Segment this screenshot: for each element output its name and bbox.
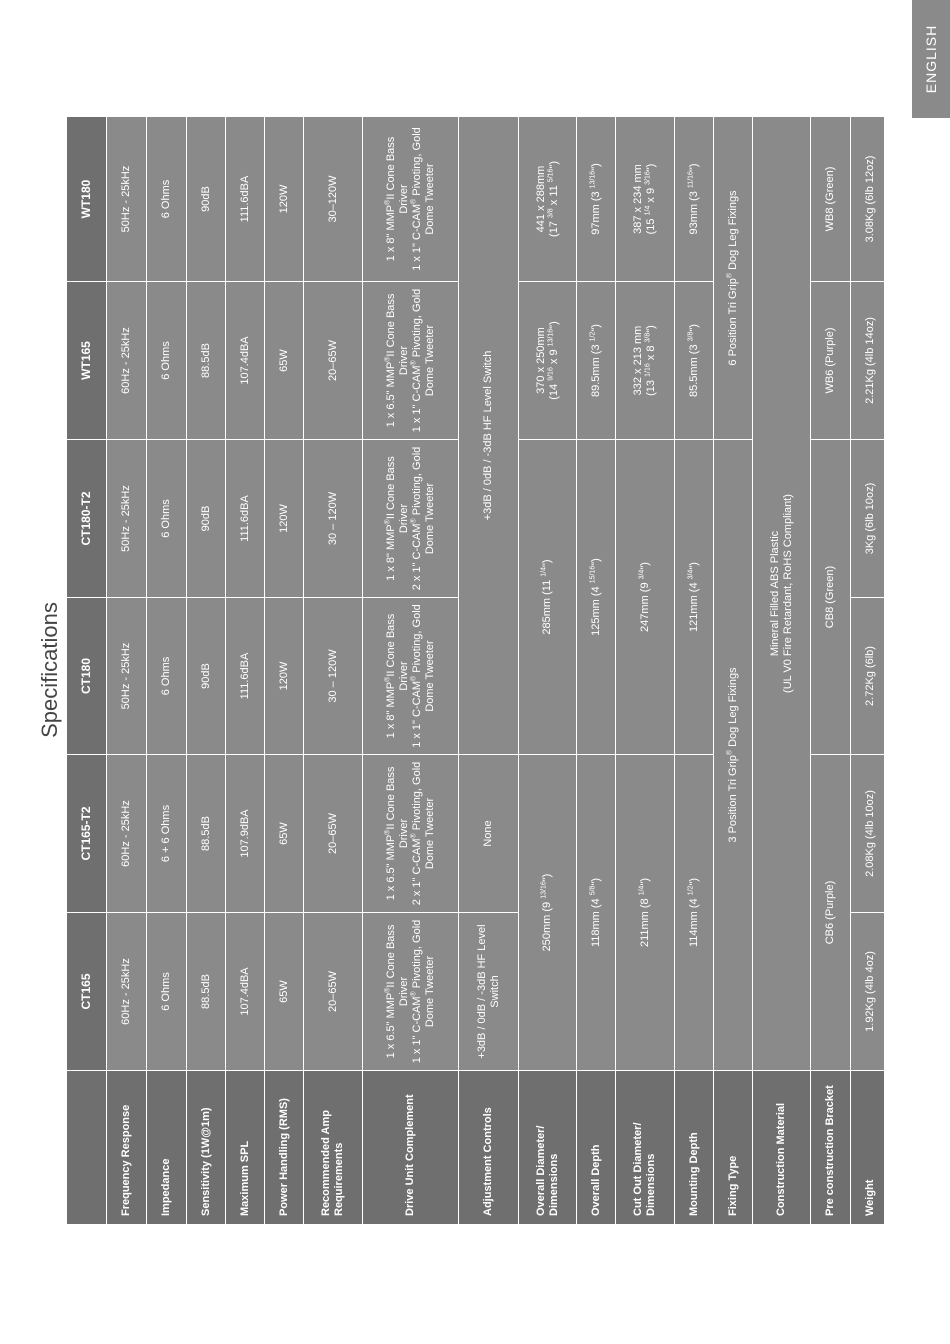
table-row bbox=[811, 117, 851, 1225]
spec-cell: CB6 (Purple) bbox=[811, 755, 851, 1071]
model-header: CT180 bbox=[67, 598, 107, 755]
spec-cell: 20–65W bbox=[304, 755, 363, 913]
spec-cell: 1 x 6.5" MMP®II Cone Bass Driver 1 x 1" C-CAM® Pivoting, Gold Dome Tweeter bbox=[363, 913, 459, 1071]
spec-cell: 120W bbox=[265, 440, 304, 598]
spec-cell: 90dB bbox=[187, 598, 226, 755]
spec-cell: 60Hz - 25kHz bbox=[107, 913, 147, 1071]
row-label: Overall Depth bbox=[577, 1071, 616, 1225]
spec-cell: 30–120W bbox=[304, 117, 363, 282]
table-row bbox=[616, 117, 675, 1225]
spec-cell: 441 x 288mm (17 $^{3/8}$ x 11 $^{5/16}$") bbox=[519, 117, 577, 282]
table-row bbox=[187, 117, 226, 1225]
spec-cell: 114mm (4 $^{1/2}$") bbox=[675, 755, 714, 1071]
spec-cell: 111.6dBA bbox=[226, 598, 265, 755]
table-row bbox=[226, 117, 265, 1225]
spec-cell: 6 Ohms bbox=[147, 282, 187, 440]
row-label: Construction Material bbox=[753, 1071, 811, 1225]
spec-cell: 1.92Kg (4lb 4oz) bbox=[851, 913, 885, 1071]
spec-cell: 50Hz - 25kHz bbox=[107, 598, 147, 755]
spec-cell: 1 x 6.5" MMP®II Cone Bass Driver 2 x 1" C-CAM® Pivoting, Gold Dome Tweeter bbox=[363, 755, 459, 913]
spec-cell: 1 x 8" MMP®II Cone Bass Driver 2 x 1" C-CAM® Pivoting, Gold Dome Tweeter bbox=[363, 440, 459, 598]
spec-cell: 6 Ohms bbox=[147, 440, 187, 598]
table-row bbox=[714, 117, 753, 1225]
row-label: Overall Diameter/ Dimensions bbox=[519, 1071, 577, 1225]
row-label: Adjustment Controls bbox=[459, 1071, 519, 1225]
model-header: CT165-T2 bbox=[67, 755, 107, 913]
spec-cell: 20–65W bbox=[304, 282, 363, 440]
spec-cell: 118mm (4 $^{5/8}$") bbox=[577, 755, 616, 1071]
spec-cell: 387 x 234 mm (15 $^{1/4}$ x 9 $^{3/16}$") bbox=[616, 117, 675, 282]
spec-cell: 2.08Kg (4lb 10oz) bbox=[851, 755, 885, 913]
table-row bbox=[363, 117, 459, 1225]
table-row bbox=[851, 117, 885, 1225]
table-row bbox=[753, 117, 811, 1225]
spec-cell: 370 x 250mm (14 $^{9/16}$ x 9 $^{13/16}$") bbox=[519, 282, 577, 440]
row-label: Power Handling (RMS) bbox=[265, 1071, 304, 1225]
spec-cell: 6 + 6 Ohms bbox=[147, 755, 187, 913]
spec-cell: 88.5dB bbox=[187, 755, 226, 913]
table-row bbox=[107, 117, 147, 1225]
spec-cell: 285mm (11 $^{1/4}$") bbox=[519, 440, 577, 755]
spec-table bbox=[66, 117, 884, 1225]
spec-cell: 121mm (4 $^{3/4}$") bbox=[675, 440, 714, 755]
spec-cell: 88.5dB bbox=[187, 913, 226, 1071]
spec-cell: WB6 (Purple) bbox=[811, 282, 851, 440]
table-row bbox=[147, 117, 187, 1225]
spec-cell: 107.4dBA bbox=[226, 282, 265, 440]
spec-cell: 65W bbox=[265, 913, 304, 1071]
spec-cell: 2.21Kg (4lb 14oz) bbox=[851, 282, 885, 440]
row-label: Weight bbox=[851, 1071, 885, 1225]
table-row bbox=[304, 117, 363, 1225]
spec-cell: 1 x 8" MMP®II Cone Bass Driver 1 x 1" C-CAM® Pivoting, Gold Dome Tweeter bbox=[363, 117, 459, 282]
spec-cell: 111.6dBA bbox=[226, 440, 265, 598]
spec-cell: 65W bbox=[265, 755, 304, 913]
spec-cell: 2.72Kg (6lb) bbox=[851, 598, 885, 755]
spec-cell: 6 Ohms bbox=[147, 117, 187, 282]
spec-cell: 20–65W bbox=[304, 913, 363, 1071]
corner-cell bbox=[67, 1071, 107, 1225]
spec-cell: 3Kg (6lb 10oz) bbox=[851, 440, 885, 598]
row-label: Recommended Amp Requirements bbox=[304, 1071, 363, 1225]
table-row bbox=[577, 117, 616, 1225]
spec-cell: 90dB bbox=[187, 440, 226, 598]
row-label: Maximum SPL bbox=[226, 1071, 265, 1225]
row-label: Drive Unit Complement bbox=[363, 1071, 459, 1225]
spec-cell: 30 – 120W bbox=[304, 440, 363, 598]
row-label: Frequency Response bbox=[107, 1071, 147, 1225]
spec-cell: WB8 (Green) bbox=[811, 117, 851, 282]
row-label: Impedance bbox=[147, 1071, 187, 1225]
spec-cell: 90dB bbox=[187, 117, 226, 282]
page-title: Specifications bbox=[37, 602, 62, 738]
model-header: CT165 bbox=[67, 913, 107, 1071]
spec-cell: 93mm (3 $^{11/16}$") bbox=[675, 117, 714, 282]
spec-cell: 88.5dB bbox=[187, 282, 226, 440]
spec-cell: 65W bbox=[265, 282, 304, 440]
spec-cell: 60Hz - 25kHz bbox=[107, 755, 147, 913]
table-row bbox=[675, 117, 714, 1225]
spec-cell: 60Hz - 25kHz bbox=[107, 282, 147, 440]
spec-cell: 85.5mm (3 $^{3/8}$") bbox=[675, 282, 714, 440]
row-label: Cut Out Diameter/ Dimensions bbox=[616, 1071, 675, 1225]
spec-cell: 332 x 213 mm (13 $^{1/16}$ x 8 $^{3/8}$") bbox=[616, 282, 675, 440]
spec-cell: Mineral Filled ABS Plastic (UL V0 Fire Retardant, RoHS Compliant) bbox=[753, 117, 811, 1071]
spec-cell: 111.6dBA bbox=[226, 117, 265, 282]
model-header: WT165 bbox=[67, 282, 107, 440]
spec-cell: 6 Position Tri Grip® Dog Leg Fixings bbox=[714, 117, 753, 440]
spec-cell: 3 Position Tri Grip® Dog Leg Fixings bbox=[714, 440, 753, 1071]
spec-cell: 30 – 120W bbox=[304, 598, 363, 755]
spec-cell: 107.9dBA bbox=[226, 755, 265, 913]
spec-cell: 250mm (9 $^{13/16}$") bbox=[519, 755, 577, 1071]
spec-cell: 120W bbox=[265, 598, 304, 755]
row-label: Sensitivity (1W@1m) bbox=[187, 1071, 226, 1225]
spec-cell: 247mm (9 $^{3/4}$") bbox=[616, 440, 675, 755]
language-tab bbox=[912, 0, 950, 118]
spec-cell: +3dB / 0dB / -3dB HF Level Switch bbox=[459, 117, 519, 755]
language-label: ENGLISH bbox=[923, 24, 939, 94]
spec-cell: 50Hz - 25kHz bbox=[107, 117, 147, 282]
spec-cell: 107.4dBA bbox=[226, 913, 265, 1071]
model-header: WT180 bbox=[67, 117, 107, 282]
header-row bbox=[67, 117, 107, 1225]
spec-cell: 125mm (4 $^{15/16}$") bbox=[577, 440, 616, 755]
table-row bbox=[265, 117, 304, 1225]
spec-cell: None bbox=[459, 755, 519, 913]
spec-cell: 211mm (8 $^{1/4}$") bbox=[616, 755, 675, 1071]
spec-cell: 1 x 8" MMP®II Cone Bass Driver 1 x 1" C-CAM® Pivoting, Gold Dome Tweeter bbox=[363, 598, 459, 755]
spec-cell: 6 Ohms bbox=[147, 913, 187, 1071]
spec-table-area bbox=[66, 117, 884, 1225]
spec-cell: 3.08Kg (6lb 12oz) bbox=[851, 117, 885, 282]
row-label: Fixing Type bbox=[714, 1071, 753, 1225]
spec-cell: 120W bbox=[265, 117, 304, 282]
spec-cell: 6 Ohms bbox=[147, 598, 187, 755]
spec-cell: 97mm (3 $^{13/16}$") bbox=[577, 117, 616, 282]
row-label: Mounting Depth bbox=[675, 1071, 714, 1225]
spec-cell: 50Hz - 25kHz bbox=[107, 440, 147, 598]
spec-cell: +3dB / 0dB / -3dB HF Level Switch bbox=[459, 913, 519, 1071]
table-row bbox=[459, 117, 519, 1225]
table-row bbox=[519, 117, 577, 1225]
spec-table-rotator bbox=[66, 117, 884, 1225]
model-header: CT180-T2 bbox=[67, 440, 107, 598]
spec-cell: 89.5mm (3 $^{1/2}$") bbox=[577, 282, 616, 440]
spec-cell: CB8 (Green) bbox=[811, 440, 851, 755]
row-label: Pre construction Bracket bbox=[811, 1071, 851, 1225]
spec-cell: 1 x 6.5" MMP®II Cone Bass Driver 1 x 1" C-CAM® Pivoting, Gold Dome Tweeter bbox=[363, 282, 459, 440]
